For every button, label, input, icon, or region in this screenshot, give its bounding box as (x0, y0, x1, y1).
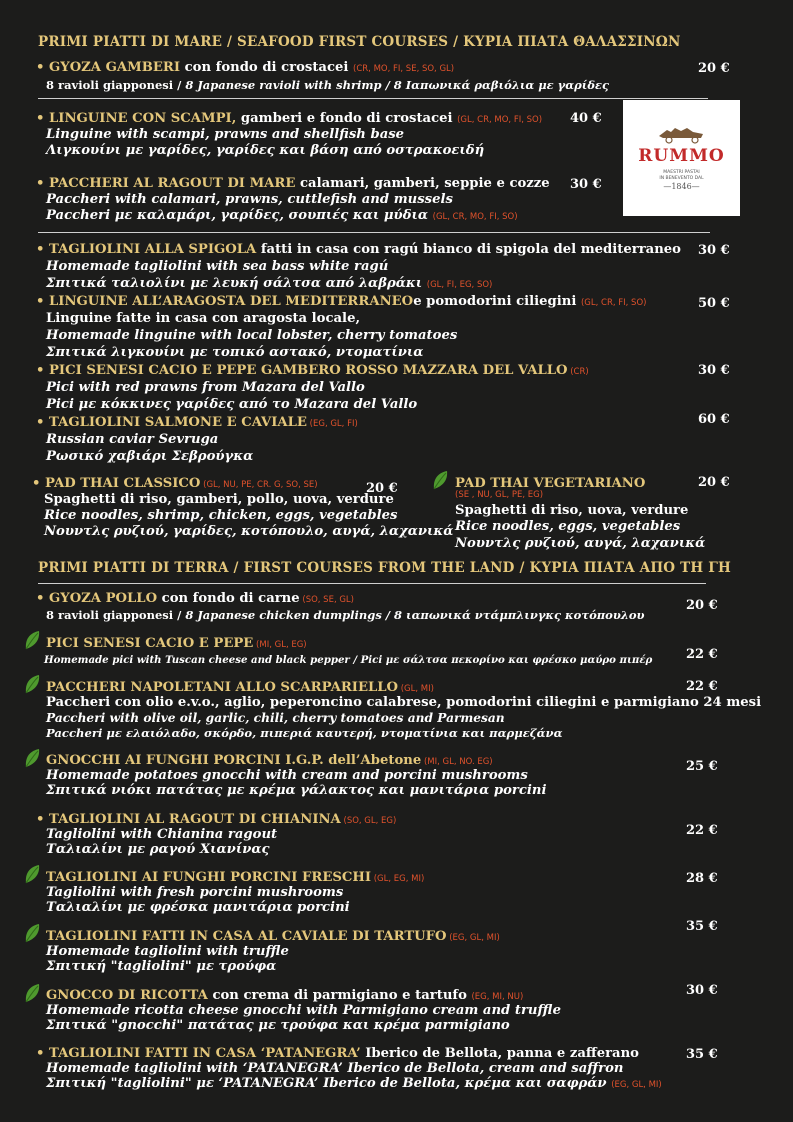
logo-sub2: IN BENEVENTO DAL (659, 176, 704, 181)
item-desc-en: Tagliolini with fresh porcini mushrooms (46, 885, 344, 900)
item-desc-en: Rice noodles, eggs, vegetables (455, 519, 681, 534)
allergens: (GL, EG, MI) (371, 874, 425, 884)
item-price: 20 € (686, 598, 718, 613)
item-desc-gr: Ρωσικό χαβιάρι Σεβρούγκα (46, 449, 254, 464)
logo-year: —1846— (663, 182, 700, 191)
allergens: (GL, NU, PE, CR. G, SO, SE) (200, 480, 318, 490)
menu-item-salmone (36, 415, 358, 432)
item-price: 20 € (698, 475, 730, 490)
item-desc-en: Linguine with scampi, prawns and shellfish base (46, 127, 405, 142)
item-title: PAD THAI VEGETARIANO (455, 476, 646, 491)
vegetarian-leaf-icon (24, 748, 42, 768)
allergens: (SO, GL, EG) (340, 816, 397, 826)
menu-item-pad-thai (32, 476, 318, 493)
cart-horses-icon (657, 122, 707, 144)
item-title: • TAGLIOLINI ALLA SPIGOLA (36, 242, 257, 257)
vegetarian-leaf-icon (24, 864, 42, 884)
item-desc-en: Homemade potatoes gnocchi with cream and porcini mushrooms (46, 768, 528, 783)
item-desc-gr: Νουντλς ρυζιού, γαρίδες, κοτόπουλο, αυγά, λαχανικά (44, 524, 454, 539)
item-desc: Iberico de Bellota, panna e zafferano (360, 1046, 639, 1061)
menu-item-patanegra (36, 1046, 639, 1062)
allergens: (GL, FI, EG, SO) (426, 280, 493, 290)
item-price: 35 € (686, 1047, 718, 1062)
item-title: TAGLIOLINI FATTI IN CASA AL CAVIALE DI TARTUFO (46, 929, 447, 944)
rummo-logo (623, 100, 740, 216)
menu-item-gyoza-gamberi (36, 60, 454, 77)
item-subline (46, 607, 645, 623)
menu-item-cacio-pepe (46, 636, 307, 653)
item-desc-gr: Ταλιαλίνι με φρέσκα μανιτάρια porcini (46, 900, 350, 915)
section-header-land: PRIMI PIATTI DI TERRA / FIRST COURSES FROM THE LAND / ΚΥΡΙΑ ΠΙΑΤΑ ΑΠΟ ΤΗ ΓΗ (38, 560, 732, 576)
item-price: 40 € (570, 111, 602, 126)
item-desc-en: 8 Japanese chicken dumplings / 8 ιαπωνικά ντάμπλινγκς κοτόπουλου (185, 608, 645, 622)
logo-subtitle (623, 170, 740, 182)
allergens: (EG, GL, FI) (306, 419, 358, 429)
item-title: • LINGUINE CON SCAMPI, (36, 111, 237, 126)
allergens: (GL, CR, MO, FI, SO) (457, 115, 543, 125)
item-subline (46, 77, 609, 93)
allergens: (CR) (567, 367, 589, 377)
vegetarian-leaf-icon (24, 983, 42, 1003)
allergens: (EG, GL, MI) (611, 1080, 662, 1090)
item-desc-gr-line (46, 208, 518, 225)
item-desc-gr: Σπιτικά ταλιολίνι με λευκή σάλτσα από λαβράκι (46, 276, 427, 291)
item-price: 25 € (686, 759, 718, 774)
menu-item-pici-gambero (36, 363, 589, 380)
item-desc-en: Paccheri with calamari, prawns, cuttlefish and mussels (46, 192, 453, 207)
item-title: PICI SENESI CACIO E PEPE (46, 636, 254, 651)
vegetarian-leaf-icon (432, 470, 450, 490)
item-desc-en: Homemade tagliolini with truffle (46, 944, 289, 959)
item-price: 35 € (686, 919, 718, 934)
item-title: • TAGLIOLINI AL RAGOUT DI CHIANINA (36, 812, 341, 827)
item-desc-gr: Paccheri με ελαιόλαδο, σκόρδο, πιπεριά καυτερή, ντοματίνια και παρμεζάνα (46, 726, 563, 740)
vegetarian-leaf-icon (24, 923, 42, 943)
item-price: 50 € (698, 296, 730, 311)
item-price: 30 € (686, 983, 718, 998)
item-desc-en: Homemade tagliolini with ‘PATANEGRA’ Iberico de Bellota, cream and saffron (46, 1061, 624, 1076)
item-desc-it: Spaghetti di riso, uova, verdure (455, 503, 689, 518)
item-desc-gr: Σπιτική "tagliolini" με τρούφα (46, 959, 277, 974)
item-desc-it: 8 ravioli giapponesi / (46, 78, 186, 92)
item-title: GNOCCO DI RICOTTA (46, 988, 208, 1003)
item-desc-en: Homemade ricotta cheese gnocchi with Parmigiano cream and truffle (46, 1003, 561, 1018)
item-price: 22 € (686, 679, 718, 694)
item-price: 22 € (686, 647, 718, 662)
logo-name: RUMMO (638, 146, 725, 166)
item-desc: fatti in casa con ragú bianco di spigola del mediterraneo (256, 242, 681, 257)
item-price: 30 € (698, 363, 730, 378)
item-title: TAGLIOLINI AI FUNGHI PORCINI FRESCHI (46, 870, 372, 885)
section-header-sea: PRIMI PIATTI DI MARE / SEAFOOD FIRST COURSES / ΚΥΡΙΑ ΠΙΑΤΑ ΘΑΛΑΣΣΙΝΩΝ (38, 34, 681, 50)
item-desc-gr: Σπιτική "tagliolini" με ‘PATANEGRA’ Iberico de Bellota, κρέμα και σαφράν (46, 1076, 612, 1091)
menu-item-aragosta (36, 294, 646, 311)
item-desc: con fondo di crostacei (180, 60, 354, 75)
item-desc-gr: Σπιτικά λιγκουίνι με τοπικό αστακό, ντοματίνια (46, 345, 424, 360)
item-desc: e pomodorini ciliegini (413, 294, 581, 309)
item-desc-en: 8 Japanese ravioli with shrimp / 8 Ιαπωνικά ραβιόλια με γαρίδες (185, 78, 609, 92)
item-title: • PICI SENESI CACIO E PEPE GAMBERO ROSSO MAZZARA DEL VALLO (36, 363, 568, 378)
item-desc-gr-line (46, 1076, 662, 1093)
item-desc-it: Paccheri con olio e.v.o., aglio, peperoncino calabrese, pomodorini ciliegini e parmigiano 24 mesi (46, 695, 762, 710)
allergens: (MI, GL, EG) (253, 640, 307, 650)
vegetarian-leaf-icon (24, 630, 42, 650)
item-desc-gr: Paccheri με καλαμάρι, γαρίδες, σουπιές και μύδια (46, 208, 433, 223)
item-title: • TAGLIOLINI FATTI IN CASA ‘PATANEGRA’ (36, 1046, 361, 1061)
divider (38, 98, 708, 99)
allergens: (SE , NU, GL, PE, EG) (455, 490, 544, 500)
item-desc-en: Tagliolini with Chianina ragout (46, 827, 278, 842)
logo-year-text: 1846 (671, 182, 692, 191)
item-desc-gr: Λιγκουίνι με γαρίδες, γαρίδες και βάση από οστρακοειδή (46, 143, 485, 158)
item-price: 28 € (686, 871, 718, 886)
item-desc: con fondo di carne (157, 591, 300, 606)
item-desc-en: Homemade tagliolini with sea bass white ragú (46, 259, 389, 274)
item-title: • PACCHERI AL RAGOUT DI MARE (36, 176, 296, 191)
item-desc-it: Linguine fatte in casa con aragosta locale, (46, 311, 361, 326)
menu-item-gyoza-pollo (36, 591, 354, 608)
item-desc: gamberi e fondo di crostacei (236, 111, 458, 126)
item-desc-gr-line (46, 276, 492, 293)
item-price: 20 € (366, 481, 398, 496)
item-desc-en: Paccheri with olive oil, garlic, chili, cherry tomatoes and Parmesan (46, 711, 505, 725)
item-title: • TAGLIOLINI SALMONE E CAVIALE (36, 415, 307, 430)
allergens: (GL, CR, MO, FI, SO) (432, 212, 518, 222)
item-title: • LINGUINE ALL’ARAGOSTA DEL MEDITERRANEO (36, 294, 414, 309)
allergens: (SO, SE, GL) (299, 595, 354, 605)
item-desc-en: Homemade linguine with local lobster, cherry tomatoes (46, 328, 458, 343)
menu-item-spigola (36, 242, 681, 258)
allergens: (EG, GL, MI) (446, 933, 500, 943)
item-price: 60 € (698, 412, 730, 427)
item-desc-gr: Σπιτικά "gnocchi" πατάτας με τρούφα και κρέμα parmigiano (46, 1018, 510, 1033)
item-desc-it: 8 ravioli giapponesi / (46, 608, 186, 622)
item-title: • GYOZA POLLO (36, 591, 158, 606)
item-price: 22 € (686, 823, 718, 838)
divider (38, 583, 706, 584)
item-price: 20 € (698, 61, 730, 76)
item-title: • PAD THAI CLASSICO (32, 476, 201, 491)
item-title: • GYOZA GAMBERI (36, 60, 181, 75)
item-desc-it: Spaghetti di riso, gamberi, pollo, uova, verdure (44, 492, 394, 507)
allergens: (GL, CR, FI, SO) (580, 298, 647, 308)
item-desc-gr: Ταλιαλίνι με ραγού Χιανίνας (46, 842, 270, 857)
item-desc-en: Rice noodles, shrimp, chicken, eggs, vegetables (44, 508, 398, 523)
allergens: (EG, MI, NU) (471, 992, 524, 1002)
item-price: 30 € (698, 243, 730, 258)
menu-item-linguine-scampi (36, 111, 542, 128)
item-desc: calamari, gamberi, seppie e cozze (295, 176, 550, 191)
allergens: (GL, MI) (398, 684, 434, 694)
allergens: (CR, MO, FI, SE, SO, GL) (353, 64, 455, 74)
item-title: PACCHERI NAPOLETANI ALLO SCARPARIELLO (46, 680, 399, 695)
allergens: (MI, GL, NO. EG) (421, 757, 493, 767)
logo-sub1: MAESTRI PASTAI (663, 170, 700, 175)
menu-item-paccheri-ragout (36, 176, 550, 192)
vegetarian-leaf-icon (24, 674, 42, 694)
item-desc-en: Pici with red prawns from Mazara del Vallo (46, 380, 365, 395)
item-title: GNOCCHI AI FUNGHI PORCINI I.G.P. dell’Abetone (46, 753, 422, 768)
item-desc-en: Homemade pici with Tuscan cheese and black pepper / Pici με σάλτσα πεκορίνο και φρέσκο μαύρο πιπέρ (44, 654, 653, 666)
item-desc-gr: Σπιτικά νιόκι πατάτας με κρέμα γάλακτος και μανιτάρια porcini (46, 783, 547, 798)
divider (38, 232, 710, 233)
item-desc-en: Russian caviar Sevruga (46, 432, 219, 447)
item-desc-gr: Νουντλς ρυζιού, αυγά, λαχανικά (455, 536, 706, 551)
item-desc-gr: Pici με κόκκινες γαρίδες από το Mazara del Vallo (46, 397, 418, 412)
item-desc: con crema di parmigiano e tartufo (207, 988, 472, 1003)
item-price: 30 € (570, 177, 602, 192)
